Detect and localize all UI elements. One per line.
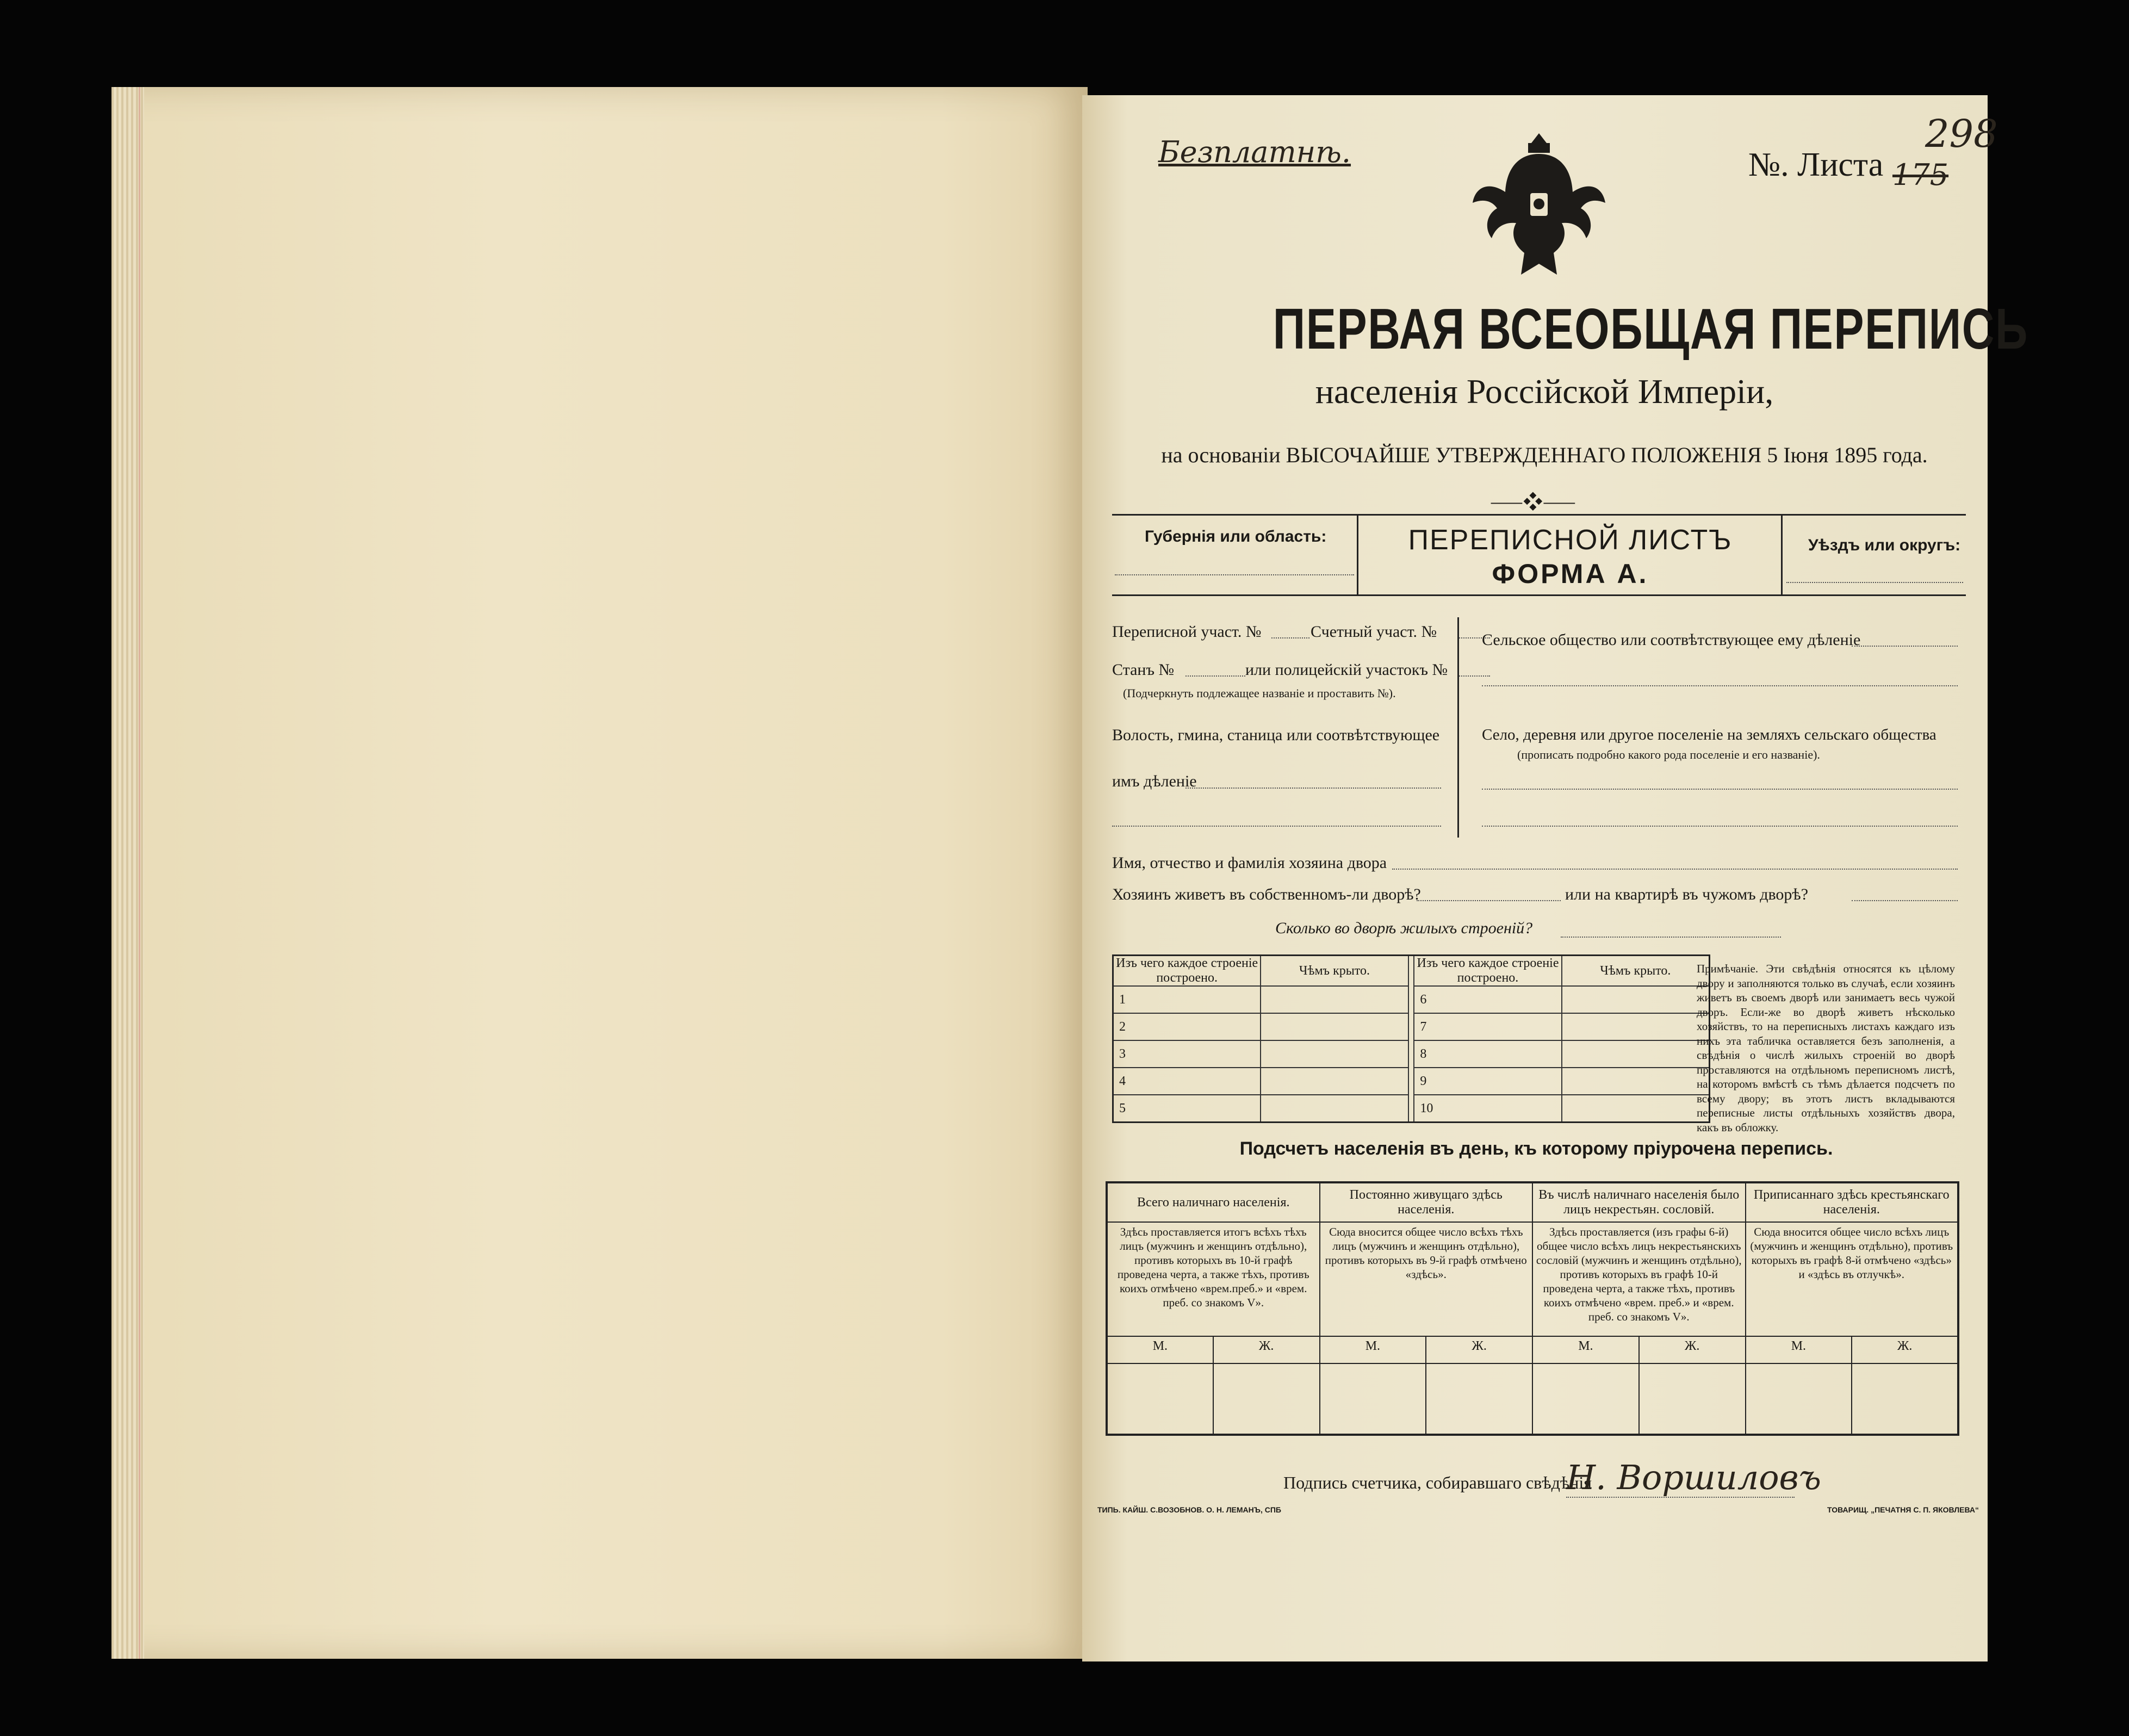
table-row: 5 10 <box>1113 1095 1710 1123</box>
value-cell[interactable] <box>1213 1363 1320 1435</box>
col-material-header-2: Изъ чего каждое строеніе построено. <box>1414 956 1561 987</box>
province-label: Губернія или область: <box>1145 528 1327 545</box>
column-divider <box>1457 617 1459 838</box>
sex-zh: Ж. <box>1852 1336 1958 1363</box>
sex-zh: Ж. <box>1426 1336 1532 1363</box>
form-title: ПЕРВАЯ ВСЕОБЩАЯ ПЕРЕПИСЬ <box>1273 297 2029 361</box>
col-material-header: Изъ чего каждое строеніе построено. <box>1113 956 1261 987</box>
sheet-number-handwritten: 298 <box>1925 111 1998 156</box>
sheet-number-label: №. Листа <box>1748 146 1884 183</box>
rural-society-label: Сельское общество или соотвѣтствующее ему дѣленіе <box>1482 631 1861 649</box>
printer-imprint-left: ТИПЬ. КАЙШ. С.ВОЗОБНОВ. О. Н. ЛЕМАНЪ, СПБ <box>1097 1505 1281 1514</box>
sex-m: М. <box>1320 1336 1426 1363</box>
population-count-table <box>1106 1181 1959 1436</box>
buildings-question: Сколько во дворѣ жилыхъ строеній? <box>1275 919 1533 937</box>
col-permanent-head: Постоянно живущаго здѣсь населенія. <box>1320 1182 1533 1222</box>
owner-lives-label: Хозяинъ живетъ въ собственномъ-ли дворѣ? <box>1112 885 1421 903</box>
note-text: Примѣчаніе. Эти свѣдѣнія относятся къ цѣлому двору и заполняются только въ случаѣ, если хозяинъ живетъ въ своемъ дворѣ или занимаетъ весь чужой дворъ. Если-же во дворѣ живетъ нѣсколько хозяйствъ, то на переписныхъ листахъ каждаго изъ нихъ эта табличка оставляется безъ заполненія, а свѣдѣнія о числѣ жилыхъ строеній во дворѣ проставляются на отдѣльномъ переписномъ листѣ, на которомъ вмѣстѣ съ тѣмъ дѣлается подсчетъ по всему двору; въ этотъ листъ вкладываются переписные листы отдѣльныхъ хозяйствъ двора, какъ въ обложку. <box>1697 962 1955 1134</box>
signature-label: Подпись счетчика, собиравшаго свѣдѣнія <box>1283 1473 1592 1492</box>
district-field[interactable] <box>1786 582 1963 583</box>
form-subtitle: населенія Россійской Имперіи, <box>1315 372 1774 411</box>
village-label: Село, деревня или другое поселеніе на земляхъ сельскаго общества <box>1482 726 1936 743</box>
census-section-field[interactable] <box>1271 637 1309 638</box>
col-roof-header: Чѣмъ крыто. <box>1261 956 1408 987</box>
table-row: 1 6 <box>1113 986 1710 1013</box>
value-cell[interactable] <box>1320 1363 1426 1435</box>
printer-imprint-right: ТОВАРИЩ. „ПЕЧАТНЯ С. П. ЯКОВЛЕВА“ <box>1827 1505 1979 1514</box>
value-cell[interactable] <box>1852 1363 1958 1435</box>
value-cell[interactable] <box>1532 1363 1639 1435</box>
count-table-sex-row <box>1107 1336 1958 1363</box>
volost-label: Волость, гмина, станица или соотвѣтствующее <box>1112 726 1440 744</box>
col-peasant-head: Приписаннаго здѣсь крестьянскаго населенія. <box>1746 1182 1959 1222</box>
sex-zh: Ж. <box>1639 1336 1746 1363</box>
value-cell[interactable] <box>1107 1363 1213 1435</box>
double-headed-eagle-emblem <box>1468 128 1610 286</box>
ornament-divider: ⸺❖⸺ <box>1490 491 1576 513</box>
stan-label: Станъ № <box>1112 661 1175 679</box>
village-note: (прописать подробно какого рода поселеніе и его названіе). <box>1517 748 1820 761</box>
free-stamp: Безплатнѣ. <box>1158 135 1351 169</box>
police-district-field[interactable] <box>1457 675 1490 677</box>
table-row: 2 7 <box>1113 1013 1710 1040</box>
sex-m: М. <box>1107 1336 1213 1363</box>
owner-lives-field[interactable] <box>1417 900 1561 901</box>
header-divider-left <box>1357 514 1358 596</box>
buildings-count-field[interactable] <box>1561 937 1781 938</box>
sheet-type-title: ПЕРЕПИСНОЙ ЛИСТЪ <box>1408 524 1733 556</box>
table-row: 4 9 <box>1113 1068 1710 1095</box>
sheet-number-struck: 175 <box>1892 158 1949 192</box>
margin-rule <box>139 87 140 1659</box>
rural-society-field-2[interactable] <box>1482 685 1958 686</box>
col-permanent-desc: Сюда вносится общее число всѣхъ тѣхъ лицъ (мужчинъ и женщинъ отдѣльно), противъ которыхъ въ 9-й графѣ отмѣчено «здѣсь». <box>1320 1222 1533 1336</box>
col-roof-header-2: Чѣмъ крыто. <box>1562 956 1710 987</box>
apartment-label: или на квартирѣ въ чужомъ дворѣ? <box>1565 885 1809 903</box>
table-row: 3 8 <box>1113 1040 1710 1068</box>
underline-note: (Подчеркнуть подлежащее названіе и проставить №). <box>1123 686 1396 700</box>
form-letter: ФОРМА А. <box>1492 559 1649 589</box>
volost-field-2[interactable] <box>1112 826 1441 827</box>
volost-label-2: имъ дѣленіе <box>1112 772 1197 790</box>
sex-m: М. <box>1532 1336 1639 1363</box>
value-cell[interactable] <box>1746 1363 1852 1435</box>
left-blank-page <box>111 87 1088 1659</box>
sex-m: М. <box>1746 1336 1852 1363</box>
count-title: Подсчетъ населенія въ день, къ которому пріурочена перепись. <box>1239 1138 1833 1159</box>
count-table-desc-row <box>1107 1222 1958 1336</box>
col-nonpeasant-head: Въ числѣ наличнаго населенія было лицъ некрестьян. сословій. <box>1532 1182 1746 1222</box>
header-divider-right <box>1781 514 1783 596</box>
col-total-head: Всего наличнаго населенія. <box>1107 1182 1320 1222</box>
owner-name-field[interactable] <box>1392 869 1958 870</box>
district-label: Уѣздъ или округъ: <box>1808 536 1961 554</box>
stan-field[interactable] <box>1185 675 1245 677</box>
header-box <box>1112 514 1966 596</box>
apartment-field[interactable] <box>1852 900 1958 901</box>
count-table-head-row <box>1107 1182 1958 1222</box>
count-table-value-row <box>1107 1363 1958 1435</box>
province-field[interactable] <box>1115 574 1354 575</box>
sex-zh: Ж. <box>1213 1336 1320 1363</box>
volost-field[interactable] <box>1185 788 1441 789</box>
col-nonpeasant-desc: Здѣсь проставляется (изъ графы 6-й) общее число всѣхъ лицъ некрестьянскихъ сословій (мужчинъ и женщинъ отдѣльно), противъ которыхъ въ графѣ 10-й проведена черта, а также тѣхъ, противъ коихъ отмѣчено «врем. преб.» и «врем. преб. со знакомъ V». <box>1532 1222 1746 1336</box>
col-total-desc: Здѣсь проставляется итогъ всѣхъ тѣхъ лицъ (мужчинъ и женщинъ отдѣльно), противъ которыхъ въ 10-й графѣ проведена черта, а также тѣхъ, противъ коихъ отмѣчено «врем.преб.» и «врем. преб. со знакомъ V». <box>1107 1222 1320 1336</box>
rural-society-field[interactable] <box>1852 646 1958 647</box>
owner-name-label: Имя, отчество и фамилія хозяина двора <box>1112 854 1387 872</box>
counter-signature: Н. Воршиловъ <box>1566 1458 1821 1497</box>
buildings-table-header <box>1113 956 1710 987</box>
form-basis: на основаніи ВЫСОЧАЙШЕ УТВЕРЖДЕННАГО ПОЛОЖЕНІЯ 5 Іюня 1895 года. <box>1161 443 1928 467</box>
value-cell[interactable] <box>1426 1363 1532 1435</box>
police-district-label: или полицейскій участокъ № <box>1245 661 1448 679</box>
village-field-2[interactable] <box>1482 826 1958 827</box>
col-peasant-desc: Сюда вносится общее число всѣхъ лицъ (мужчинъ и женщинъ отдѣльно), противъ которыхъ въ графѣ 8-й отмѣчено «здѣсь» и «здѣсь въ отлучкѣ». <box>1746 1222 1959 1336</box>
village-field[interactable] <box>1482 789 1958 790</box>
value-cell[interactable] <box>1639 1363 1746 1435</box>
signature-field[interactable] <box>1566 1497 1795 1498</box>
census-section-label: Переписной участ. № <box>1112 623 1262 641</box>
count-section-label: Счетный участ. № <box>1311 623 1437 641</box>
buildings-table <box>1112 954 1710 1123</box>
